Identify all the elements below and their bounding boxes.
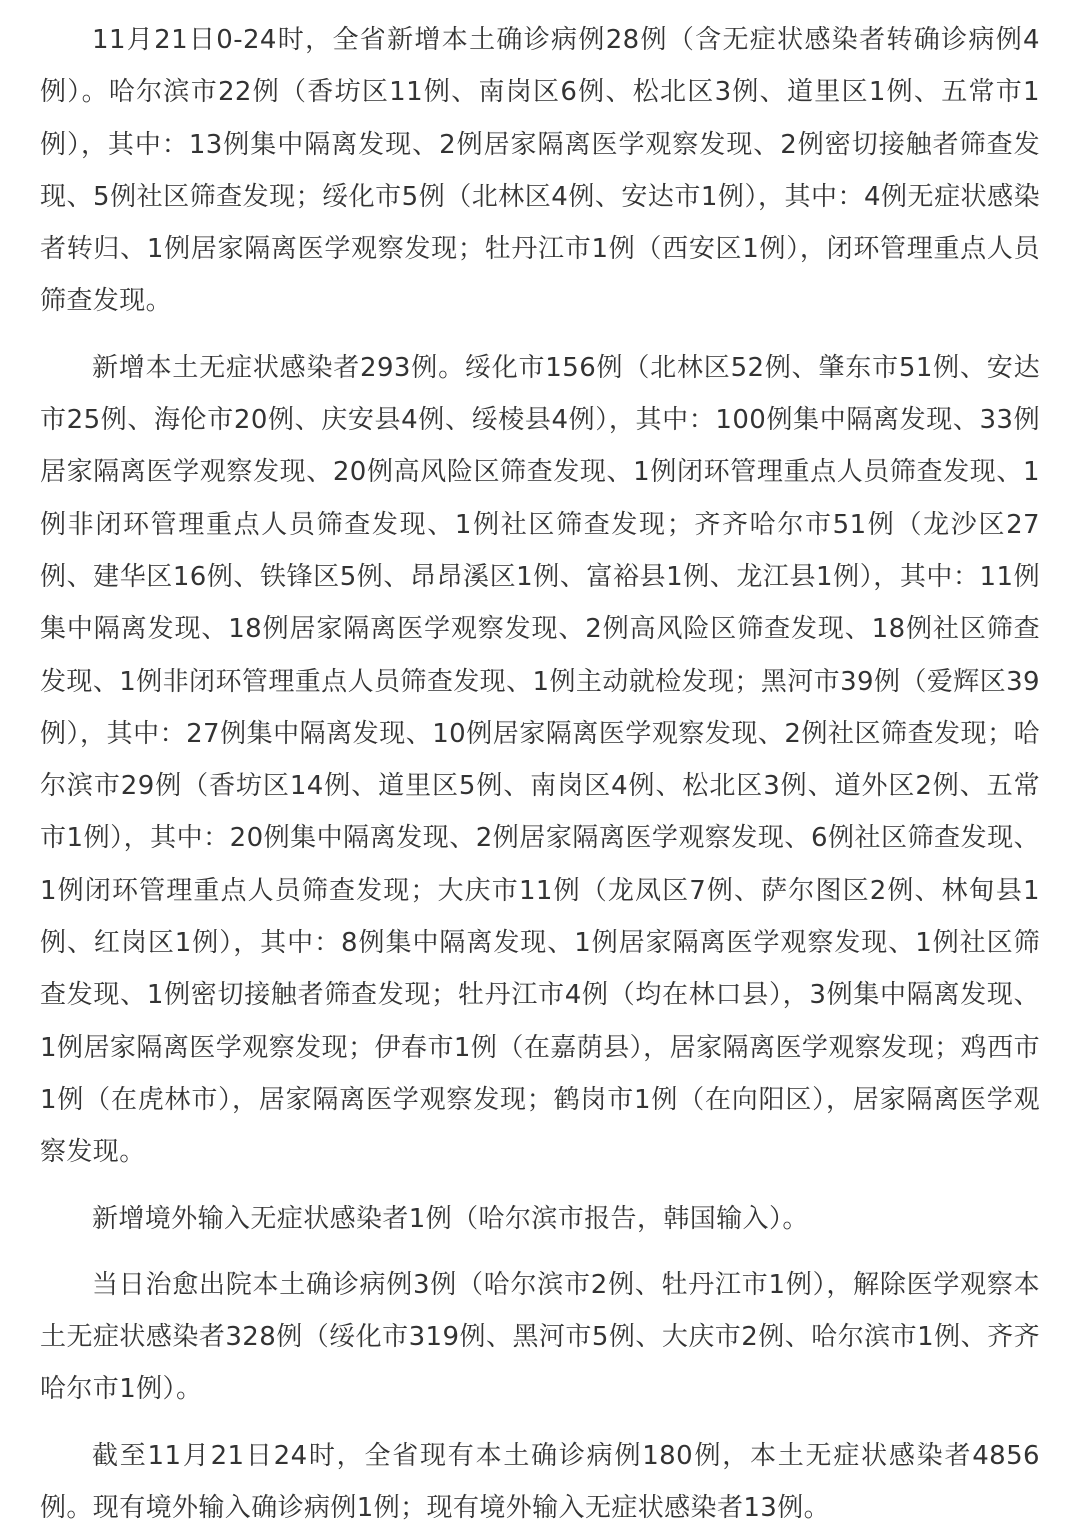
paragraph-new-asymptomatic: 新增本土无症状感染者293例。绥化市156例（北林区52例、肇东市51例、安达市25例、海伦市20例、庆安县4例、绥棱县4例），其中：100例集中隔离发现、33例居家隔离医学观察发现、20例高风险区筛查发现、1例闭环管理重点人员筛查发现、1例非闭环管理重点人员筛查发现、1例社区筛查发现；齐齐哈尔市51例（龙沙区27例、建华区16例、铁锋区5例、昂昂溪区1例、富裕县1例、龙江县1例），其中：11例集中隔离发现、18例居家隔离医学观察发现、2例高风险区筛查发现、18例社区筛查发现、1例非闭环管理重点人员筛查发现、1例主动就检发现；黑河市39例（爱辉区39例），其中：27例集中隔离发现、10例居家隔离医学观察发现、2例社区筛查发现；哈尔滨市29例（香坊区14例、道里区5例、南岗区4例、松北区3例、道外区2例、五常市1例），其中：20例集中隔离发现、2例居家隔离医学观察发现、6例社区筛查发现、1例闭环管理重点人员筛查发现；大庆市11例（龙凤区7例、萨尔图区2例、林甸县1例、红岗区1例），其中：8例集中隔离发现、1例居家隔离医学观察发现、1例社区筛查发现、1例密切接触者筛查发现；牡丹江市4例（均在林口县），3例集中隔离发现、1例居家隔离医学观察发现；伊春市1例（在嘉荫县），居家隔离医学观察发现；鸡西市1例（在虎林市），居家隔离医学观察发现；鹤岗市1例（在向阳区），居家隔离医学观察发现。 [40, 352, 1040, 1168]
paragraph-new-confirmed: 11月21日0-24时，全省新增本土确诊病例28例（含无症状感染者转确诊病例4例）。哈尔滨市22例（香坊区11例、南岗区6例、松北区3例、道里区1例、五常市1例），其中：13例集中隔离发现、2例居家隔离医学观察发现、2例密切接触者筛查发现、5例社区筛查发现；绥化市5例（北林区4例、安达市1例），其中：4例无症状感染者转归、1例居家隔离医学观察发现；牡丹江市1例（西安区1例），闭环管理重点人员筛查发现。 [40, 25, 1040, 317]
article-body [40, 14, 1040, 1534]
paragraph-recovered-released: 当日治愈出院本土确诊病例3例（哈尔滨市2例、牡丹江市1例），解除医学观察本土无症状感染者328例（绥化市319例、黑河市5例、大庆市2例、哈尔滨市1例、齐齐哈尔市1例）。 [40, 1269, 1040, 1405]
paragraph-current-totals: 截至11月21日24时，全省现有本土确诊病例180例，本土无症状感染者4856例。现有境外输入确诊病例1例；现有境外输入无症状感染者13例。 [40, 1440, 1040, 1524]
paragraph-imported-asymptomatic: 新增境外输入无症状感染者1例（哈尔滨市报告，韩国输入）。 [92, 1203, 809, 1234]
